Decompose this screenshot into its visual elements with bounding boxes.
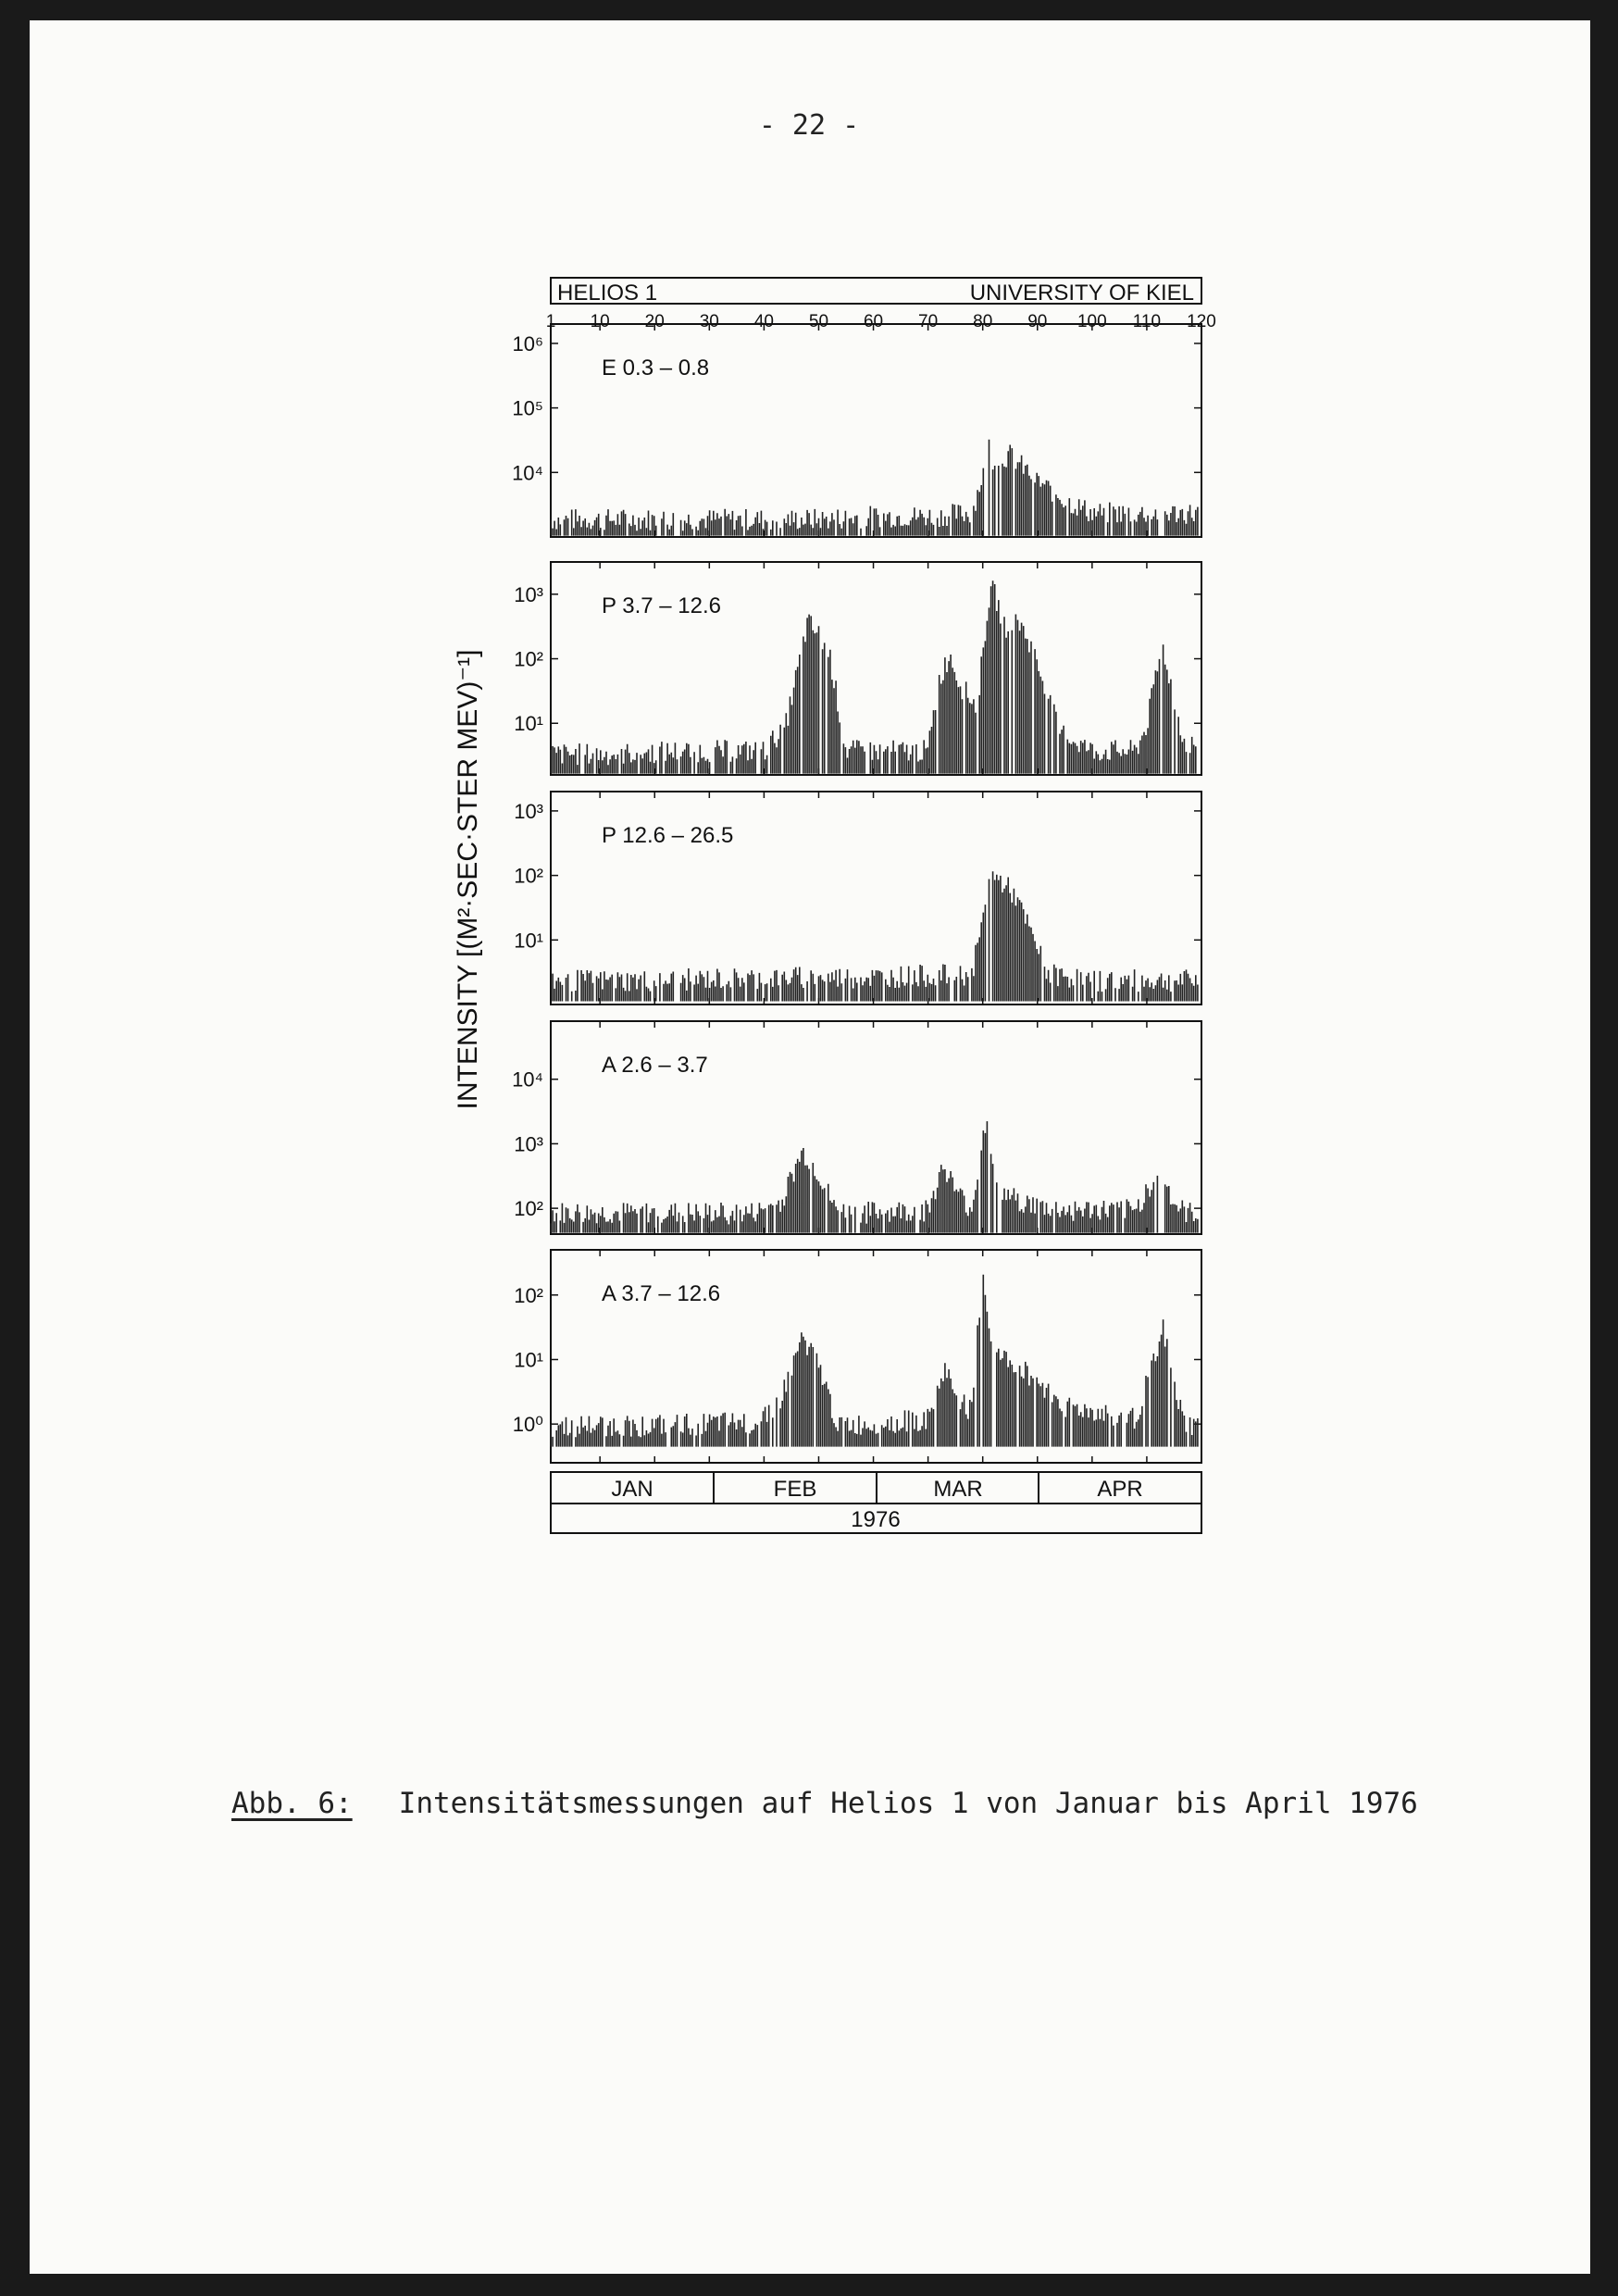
scan-border-top — [0, 0, 1618, 20]
helios-intensity-figure — [435, 264, 1250, 1560]
x-tick-label: 110 — [1132, 312, 1162, 331]
x-tick-label: 20 — [644, 312, 665, 331]
panel-y-tick-label: 10¹ — [514, 1348, 543, 1372]
x-tick-label: 90 — [1027, 312, 1048, 331]
panel-y-tick-label: 10³ — [514, 799, 543, 823]
x-tick-labels — [546, 312, 1216, 331]
x-tick-label: 10 — [590, 312, 610, 331]
panel-y-tick-label: 10³ — [514, 582, 543, 606]
month-axis — [551, 1472, 1201, 1533]
chart-panel — [513, 1250, 1201, 1463]
panel-data-trace — [553, 871, 1198, 1001]
panel-y-tick-label: 10³ — [514, 1132, 543, 1156]
month-apr: APR — [1097, 1477, 1143, 1502]
x-tick-label: 100 — [1077, 312, 1107, 331]
month-mar: MAR — [933, 1477, 983, 1502]
x-tick-label: 40 — [753, 312, 774, 331]
panel-y-tick-label: 10² — [514, 1283, 543, 1307]
chart-panel — [514, 562, 1201, 775]
month-feb: FEB — [773, 1477, 817, 1502]
scan-border-left — [0, 0, 30, 2296]
x-tick-label: 60 — [863, 312, 884, 331]
panel-y-tick-label: 10² — [514, 1197, 543, 1221]
y-axis-label: INTENSITY [(M²·SEC·STER MEV)⁻¹] — [453, 649, 483, 1110]
figure-caption — [231, 1787, 1418, 1820]
panel-label: A 2.6 – 3.7 — [602, 1053, 708, 1078]
panel-label: P 3.7 – 12.6 — [602, 593, 721, 618]
chart-panel — [514, 792, 1201, 1004]
panel-y-tick-label: 10¹ — [514, 929, 543, 953]
x-tick-label: 50 — [808, 312, 829, 331]
x-tick-label: 1 — [545, 312, 556, 331]
x-tick-label: 70 — [918, 312, 939, 331]
page-number: - 22 - — [758, 109, 860, 142]
panel-y-tick-label: 10² — [514, 864, 543, 888]
panel-data-trace — [551, 440, 1198, 536]
x-tick-label: 120 — [1187, 312, 1216, 331]
panel-y-tick-label: 10⁵ — [512, 396, 543, 420]
chart-panel — [512, 1021, 1201, 1234]
panel-y-tick-label: 10² — [514, 647, 543, 671]
figure-header-left: HELIOS 1 — [557, 281, 658, 306]
scan-border-bottom — [0, 2274, 1618, 2296]
panel-y-tick-label: 10⁴ — [512, 1067, 543, 1092]
panel-data-trace — [551, 1121, 1198, 1233]
panel-y-tick-label: 10⁰ — [512, 1413, 543, 1437]
x-tick-label: 80 — [973, 312, 993, 331]
panel-y-tick-label: 10¹ — [514, 712, 543, 736]
x-tick-label: 30 — [699, 312, 719, 331]
panel-label: P 12.6 – 26.5 — [602, 823, 734, 848]
year-label: 1976 — [851, 1507, 901, 1532]
caption-text: Intensitätsmessungen auf Helios 1 von Januar bis April 1976 — [398, 1787, 1418, 1820]
caption-label: Abb. 6: — [231, 1787, 353, 1820]
chart-panels — [512, 324, 1201, 1463]
figure-header-right: UNIVERSITY OF KIEL — [969, 281, 1194, 306]
scan-border-right — [1590, 0, 1618, 2296]
chart-panel — [512, 324, 1201, 537]
month-jan: JAN — [611, 1477, 653, 1502]
panel-y-tick-label: 10⁴ — [512, 461, 543, 485]
panel-label: A 3.7 – 12.6 — [602, 1281, 721, 1306]
panel-y-tick-label: 10⁶ — [512, 331, 543, 356]
panel-label: E 0.3 – 0.8 — [602, 356, 710, 381]
